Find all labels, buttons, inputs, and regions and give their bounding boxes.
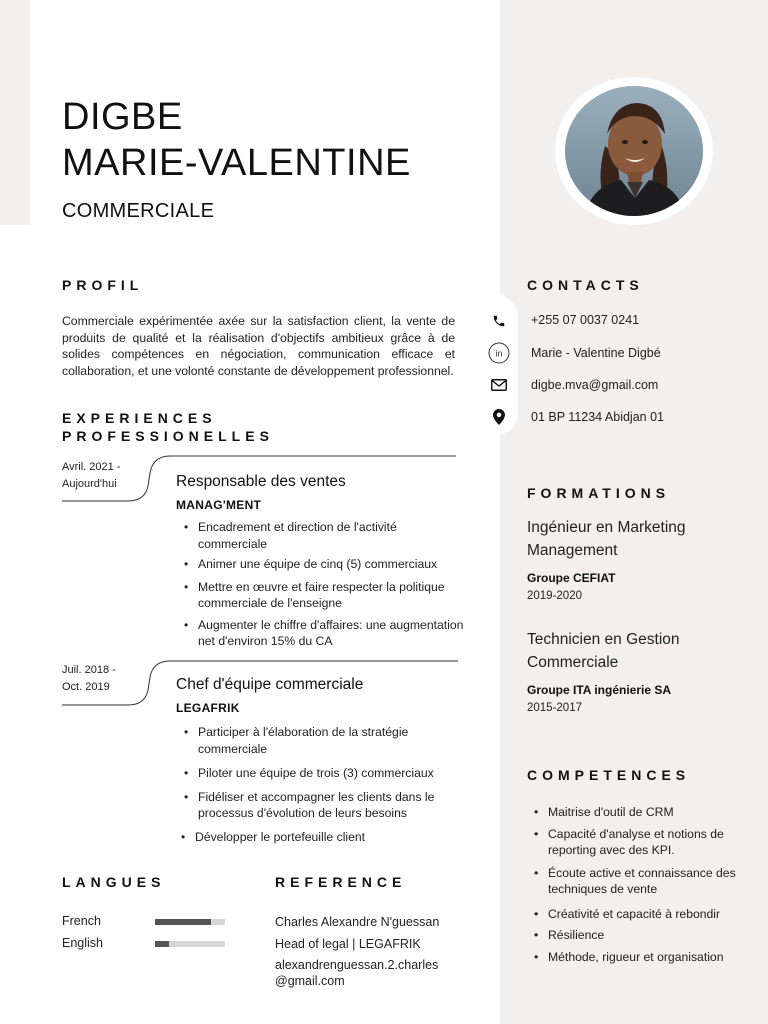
formation-2-title: Technicien en Gestion Commerciale [527, 631, 680, 671]
profil-heading: PROFIL [62, 277, 144, 293]
list-item: • Augmenter le chiffre d'affaires: une augmentation net d'environ 15% du CA [184, 617, 469, 650]
contact-email: digbe.mva@gmail.com [531, 378, 659, 392]
list-item: • Maitrise d'outil de CRM [534, 804, 754, 821]
reference-email-line-1: alexandrenguessan.2.charles [275, 958, 439, 972]
list-item: • Résilience [534, 927, 754, 944]
language-french-level-fill [155, 919, 211, 925]
experience-1-company: MANAG'MENT [176, 498, 262, 512]
formation-2-org: Groupe ITA ingénierie SA [527, 683, 672, 697]
list-item: • Fidéliser et accompagner les clients dans le processus d'évolution de leurs besoins [184, 789, 469, 822]
experiences-heading-line-1: EXPERIENCES [62, 410, 217, 426]
experience-1-role: Responsable des ventes [176, 473, 346, 490]
reference-name: Charles Alexandre N'guessan [275, 915, 440, 929]
name-line-2: MARIE-VALENTINE [62, 142, 411, 184]
experience-2-date [62, 662, 142, 696]
language-french-level-bar [155, 919, 225, 925]
competences-heading: COMPETENCES [527, 767, 691, 783]
reference-position: Head of legal | LEGAFRIK [275, 937, 421, 951]
competences-list [534, 804, 754, 965]
formation-1-org: Groupe CEFIAT [527, 571, 616, 585]
email-icon [488, 374, 510, 396]
experience-2-date-start: Juil. 2018 - [62, 664, 116, 676]
linkedin-icon [488, 342, 510, 364]
contact-linkedin: Marie - Valentine Digbé [531, 346, 661, 360]
language-english-level-bar [155, 941, 225, 947]
location-pin-icon [488, 406, 510, 428]
formation-2-years: 2015-2017 [527, 702, 582, 714]
list-item: • Méthode, rigueur et organisation [534, 949, 754, 966]
experience-1-date-end: Aujourd'hui [62, 478, 117, 490]
profil-text: Commerciale expérimentée axée sur la satisfaction client, la vente de produits de qualité et la réalisation d'objectifs ambitieux grâce à de solides compétences en négociation, communication efficace et collaboration, et une volonté constante de développement professionnel. [62, 314, 455, 378]
experience-1-date [62, 459, 142, 493]
reference-email [275, 957, 438, 989]
list-item: • Encadrement et direction de l'activité commerciale [184, 519, 469, 552]
language-english: English [62, 936, 103, 950]
formations-heading: FORMATIONS [527, 485, 671, 501]
name-line-1: DIGBE [62, 96, 183, 138]
formation-1-years: 2019-2020 [527, 590, 582, 602]
experience-2-role: Chef d'équipe commerciale [176, 676, 364, 693]
language-french: French [62, 914, 101, 928]
language-english-level-fill [155, 941, 169, 947]
list-item: • Capacité d'analyse et notions de reporting avec des KPI. [534, 826, 754, 859]
experience-1-date-start: Avril. 2021 - [62, 461, 121, 473]
langues-heading: LANGUES [62, 874, 166, 890]
experience-2-bullets [184, 724, 469, 845]
svg-text:in: in [495, 348, 503, 359]
contact-phone: +255 07 0037 0241 [531, 313, 640, 327]
list-item: • Animer une équipe de cinq (5) commerciaux [184, 556, 469, 573]
list-item: • Participer à l'élaboration de la stratégie commerciale [184, 724, 469, 757]
list-item: • Développer le portefeuille client [181, 829, 469, 846]
phone-icon [488, 310, 510, 332]
list-item: • Écoute active et connaissance des techniques de vente [534, 865, 754, 898]
formation-1-title: Ingénieur en Marketing Management [527, 519, 686, 559]
experiences-heading-line-2: PROFESSIONELLES [62, 428, 274, 444]
list-item: • Créativité et capacité à rebondir [534, 906, 754, 923]
job-title: COMMERCIALE [62, 200, 215, 222]
list-item: • Piloter une équipe de trois (3) commerciaux [184, 765, 469, 782]
experience-2-date-end: Oct. 2019 [62, 681, 110, 693]
reference-heading: REFERENCE [275, 874, 407, 890]
contacts-heading: CONTACTS [527, 277, 644, 293]
list-item: • Mettre en œuvre et faire respecter la politique commerciale de l'enseigne [184, 579, 469, 612]
experience-2-company: LEGAFRIK [176, 701, 240, 715]
contact-address: 01 BP 11234 Abidjan 01 [531, 410, 664, 424]
reference-email-line-2: @gmail.com [275, 974, 345, 988]
experience-1-bullets [184, 519, 469, 650]
